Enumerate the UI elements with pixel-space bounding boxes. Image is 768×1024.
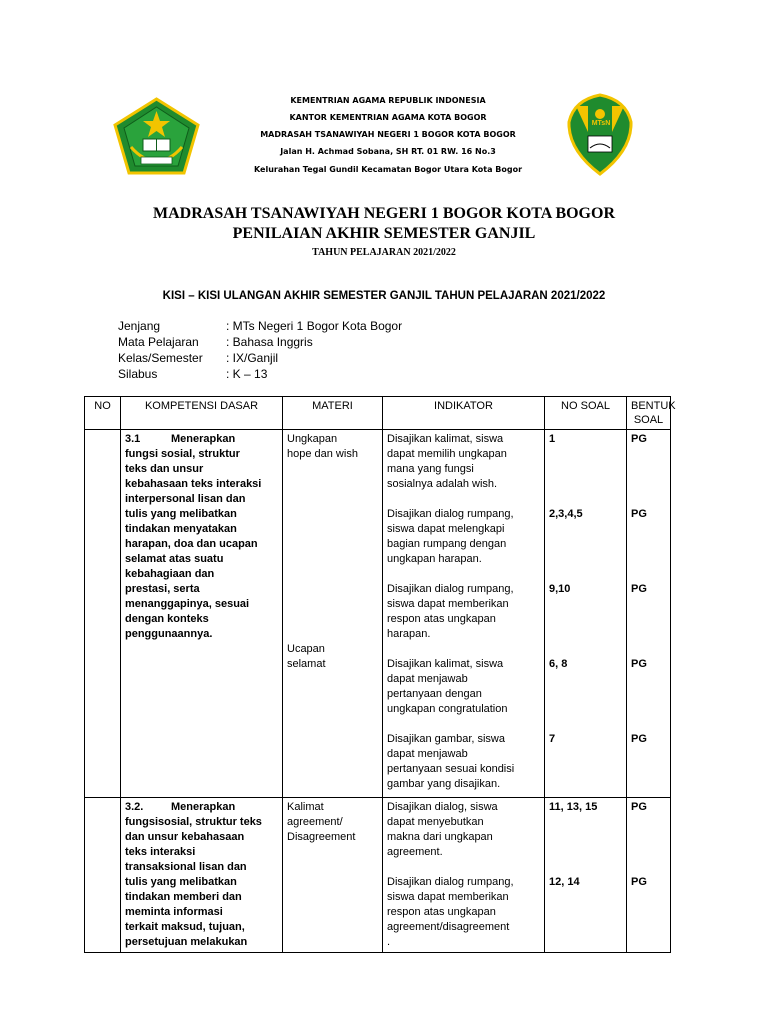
header-line-4: Jalan H. Achmad Sobana, SH RT. 01 RW. 16 No.3 — [280, 147, 496, 156]
header-indikator: INDIKATOR — [383, 397, 545, 430]
cell-no-soal: 11, 13, 15 12, 14 — [545, 798, 627, 953]
info-label: Jenjang — [118, 319, 161, 333]
info-label: Mata Pelajaran — [118, 335, 199, 349]
table-row — [85, 430, 671, 798]
header-line-1: KEMENTRIAN AGAMA REPUBLIK INDONESIA — [290, 96, 486, 105]
year-title: TAHUN PELAJARAN 2021/2022 — [312, 247, 456, 258]
header-kompetensi-dasar: KOMPETENSI DASAR — [121, 397, 283, 430]
header-materi: MATERI — [283, 397, 383, 430]
cell-materi: Ungkapan hope dan wish Ucapan selamat — [283, 430, 383, 798]
header-line-5: Kelurahan Tegal Gundil Kecamatan Bogor Utara Kota Bogor — [253, 165, 523, 174]
header-no-soal: NO SOAL — [545, 397, 627, 430]
exam-title: PENILAIAN AKHIR SEMESTER GANJIL — [232, 225, 536, 242]
header-no: NO — [85, 397, 121, 430]
cell-bentuk-soal: PG PG — [627, 798, 671, 953]
header-line-2: KANTOR KEMENTRIAN AGAMA KOTA BOGOR — [289, 113, 487, 122]
cell-bentuk-soal: PG PG PG PG PG — [627, 430, 671, 798]
cell-no — [85, 798, 121, 953]
cell-no-soal: 1 2,3,4,5 9,10 6, 8 7 — [545, 430, 627, 798]
info-value: : K – 13 — [226, 367, 268, 381]
info-value: : MTs Negeri 1 Bogor Kota Bogor — [226, 319, 403, 333]
cell-indikator: Disajikan dialog, siswa dapat menyebutkan makna dari ungkapan agreement. Disajikan dialog rumpang, siswa dapat memberikan respon atas ungkapan agreement/disagreement . — [383, 798, 545, 953]
kisi-title: KISI – KISI ULANGAN AKHIR SEMESTER GANJIL TAHUN PELAJARAN 2021/2022 — [162, 290, 606, 302]
cell-kompetensi-dasar: 3.1 Menerapkan fungsi sosial, struktur teks dan unsur kebahasaan teks interaksi interpersonal lisan dan tulis yang melibatkan tindakan menyatakan harapan, doa dan ucapan selamat atas suatu kebahagiaan dan prestasi, serta menanggapinya, sesuai dengan konteks penggunaannya. — [121, 430, 283, 798]
info-label: Kelas/Semester — [118, 351, 203, 365]
cell-indikator: Disajikan kalimat, siswa dapat memilih ungkapan mana yang fungsi sosialnya adalah wish. Disajikan dialog rumpang, siswa dapat melengkapi bagian rumpang dengan ungkapan harapan. Disajikan dialog rumpang, siswa dapat memberikan respon atas ungkapan harapan. Disajikan kalimat, siswa dapat menjawab pertanyaan dengan ungkapan congratulation Disajikan gambar, siswa dapat menjawab pertanyaan sesuai kondisi gambar yang disajikan. — [383, 430, 545, 798]
school-title: MADRASAH TSANAWIYAH NEGERI 1 BOGOR KOTA BOGOR — [153, 205, 615, 222]
table-header-row — [85, 397, 671, 430]
info-label: Silabus — [118, 367, 158, 381]
cell-materi: Kalimat agreement/ Disagreement — [283, 798, 383, 953]
header-line-3: MADRASAH TSANAWIYAH NEGERI 1 BOGOR KOTA BOGOR — [260, 130, 516, 139]
cell-no — [85, 430, 121, 798]
table-row — [85, 798, 671, 953]
info-value: : IX/Ganjil — [226, 351, 279, 365]
cell-kompetensi-dasar: 3.2. Menerapkan fungsisosial, struktur teks dan unsur kebahasaan teks interaksi transaksional lisan dan tulis yang melibatkan tindakan memberi dan meminta informasi terkait maksud, tujuan, persetujuan melakukan — [121, 798, 283, 953]
header-bentuk-soal: BENTUK SOAL — [627, 397, 671, 430]
mtsn-logo-text: MTsN — [591, 120, 611, 127]
kisi-table — [84, 396, 676, 953]
info-value: : Bahasa Inggris — [226, 335, 313, 349]
